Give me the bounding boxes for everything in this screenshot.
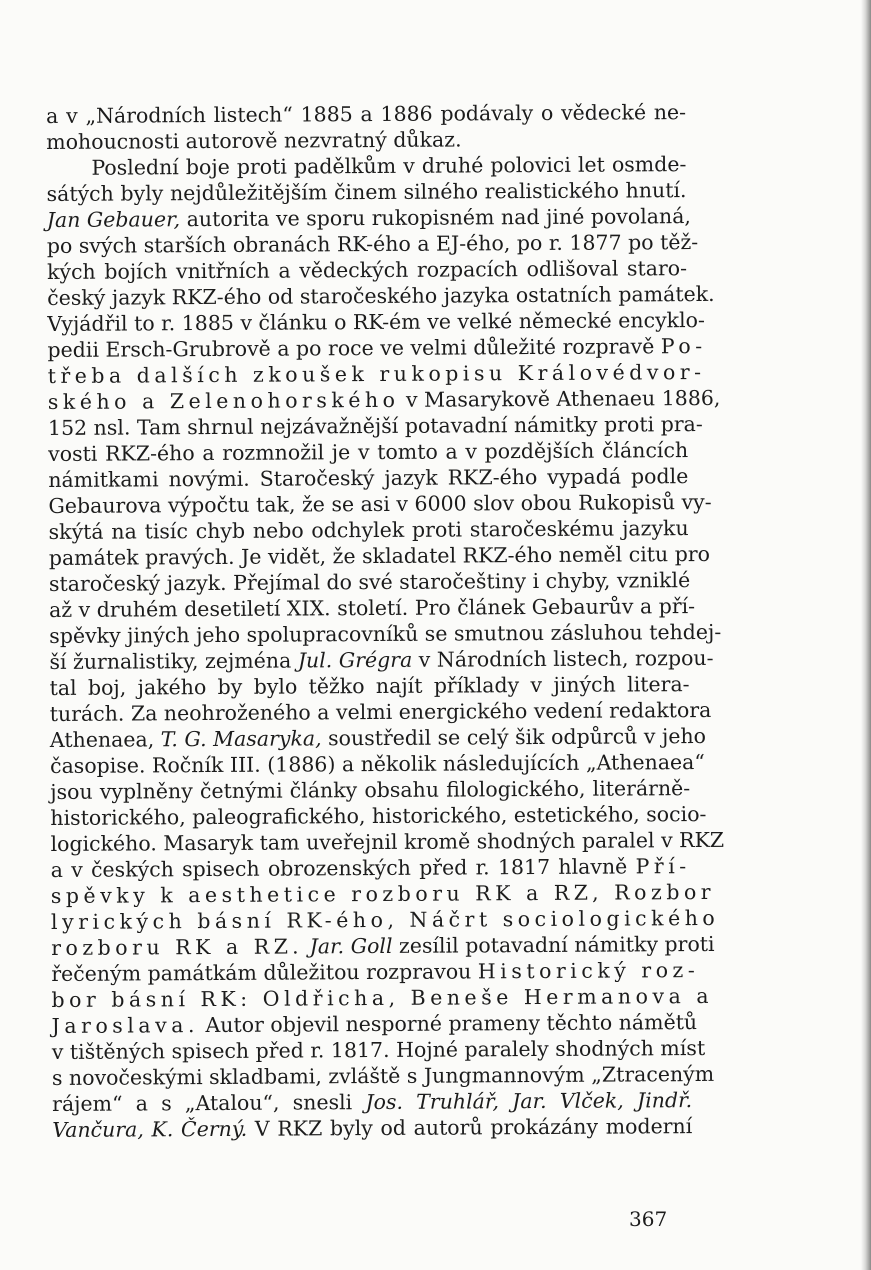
- spaced-title: Jaroslava.: [51, 1013, 200, 1038]
- text-line: [51, 931, 715, 961]
- text-line: [50, 775, 690, 805]
- text-segment: námitkami novými. Staročeský jazyk RKZ-ého vypadá podle: [48, 464, 689, 492]
- text-segment: vosti RKZ-ého a rozmnožil je v tomto a v pozdějších článcích: [48, 438, 689, 466]
- text-line: [47, 385, 721, 415]
- text-segment: až v druhém desetiletí XIX. století. Pro článek Gebaurův a pří-: [49, 594, 696, 622]
- text-line: [47, 307, 705, 337]
- text-segment: s novočeskými skladbami, zvláště s Jungmannovým „Ztraceným: [51, 1061, 715, 1090]
- text-segment: logického. Masaryk tam uveřejnil kromě shodných paralel v RKZ: [50, 827, 725, 856]
- italic-name: Vančura, K. Černý.: [52, 1116, 248, 1142]
- text-line: [46, 125, 686, 155]
- text-line: [46, 229, 699, 259]
- text-segment: řečeným památkám důležitou rozpravou: [51, 959, 478, 986]
- text-segment: časopise. Ročník III. (1886) a několik následujících „Athenaea“: [49, 749, 705, 778]
- text-line: [46, 99, 686, 129]
- text-segment: v tištěných spisech před r. 1817. Hojné paralely shodných míst: [51, 1035, 706, 1064]
- text-line: [47, 281, 715, 311]
- text-line: [47, 255, 687, 285]
- text-segment: po svých starších obranách RK-ého a EJ-ého, po r. 1877 po těž-: [46, 230, 699, 258]
- text-line: [51, 1035, 706, 1065]
- text-segment: soustředil se celý šik odpůrců v jeho: [321, 723, 707, 751]
- text-line: [47, 411, 703, 441]
- text-line: [49, 645, 714, 675]
- text-segment: v Masarykově Athenaeu 1886,: [399, 385, 721, 412]
- text-segment: zesílil potavadní námitky proti: [392, 931, 715, 958]
- text-line: [51, 853, 691, 883]
- text-line: [49, 515, 689, 545]
- italic-name: Jan Gebauer,: [46, 207, 181, 232]
- page-number: 367: [629, 1207, 668, 1231]
- text-segment: V RKZ byly od autorů prokázány moderní: [247, 1114, 693, 1141]
- text-line: [46, 177, 686, 207]
- text-line: [50, 905, 720, 935]
- text-segment: ší žurnalistiky, zejména: [49, 648, 298, 674]
- text-segment: turách. Za neohroženého a velmi energického vedení redaktora: [49, 697, 712, 726]
- spaced-title: ského a Zelenohorského: [47, 387, 400, 414]
- italic-name: Jar. Goll: [309, 933, 393, 959]
- text-line: [51, 1009, 698, 1039]
- text-segment: český jazyk RKZ-ého od staročeského jazyka ostatních památek.: [47, 281, 715, 310]
- spaced-title: třeba dalších zkoušek rukopisu Královédvor-: [47, 359, 706, 388]
- text-segment: kých bojích vnitřních a vědeckých rozpacích odlišoval staro-: [46, 256, 688, 284]
- italic-name: Jul. Grégra: [297, 647, 413, 673]
- text-segment: spěvky jiných jeho spolupracovníků se smutnou zásluhou tehdej-: [49, 619, 722, 648]
- text-line: [48, 489, 712, 519]
- text-segment: 152 nsl. Tam shrnul nejzávažnější potavadní námitky proti pra-: [47, 411, 703, 440]
- spaced-title: lyrických básní RK-ého, Náčrt sociologického: [50, 905, 720, 934]
- text-line: [50, 879, 716, 909]
- text-line: [49, 671, 689, 701]
- text-line: [46, 151, 686, 181]
- spaced-title: Historický roz-: [477, 958, 700, 984]
- spaced-title: bor básní RK: Oldřicha, Beneše Hermanova a: [51, 983, 714, 1012]
- text-line: [52, 1113, 692, 1143]
- text-segment: tal boj, jakého by bylo těžko najít příklady v jiných litera-: [49, 672, 690, 700]
- text-segment: jsou vyplněny četnými články obsahu filologického, literárně-: [50, 776, 691, 804]
- text-line: [51, 983, 714, 1013]
- text-segment: Poslední boje proti padělkům v druhé polovici let osmde-: [91, 152, 687, 180]
- text-segment: mohoucnosti autorově nezvratný důkaz.: [46, 127, 462, 154]
- text-segment: pedii Ersch-Grubrově a po roce ve velmi důležité rozpravě: [47, 334, 661, 362]
- text-segment: památek pravých. Je vidět, že skladatel RKZ-ého neměl citu pro: [48, 541, 711, 570]
- spaced-title: rozboru RK a RZ.: [51, 934, 304, 960]
- text-line: [47, 333, 707, 363]
- text-line: [48, 437, 688, 467]
- text-line: [47, 359, 706, 389]
- text-segment: v Národních listech, rozpou-: [412, 645, 714, 672]
- text-line: [49, 723, 707, 753]
- text-line: [46, 203, 691, 233]
- text-segment: historického, paleografického, historického, estetického, socio-: [50, 801, 707, 830]
- spaced-title: spěvky k aesthetice rozboru RK a RZ, Rozbor: [50, 879, 716, 908]
- text-line: [51, 957, 700, 987]
- page-edge-shadow: [861, 0, 871, 1270]
- text-line: [50, 801, 707, 831]
- text-line: [49, 697, 712, 727]
- italic-name: T. G. Masaryka,: [160, 726, 322, 752]
- text-line: [52, 1087, 692, 1117]
- text-line: [49, 593, 696, 623]
- text-segment: a v „Národních listech“ 1885 a 1886 podávaly o vědecké ne-: [46, 100, 687, 128]
- text-line: [48, 463, 688, 493]
- body-text: [46, 99, 725, 1143]
- spaced-title: Po-: [660, 333, 707, 359]
- text-segment: autorita ve sporu rukopisném nad jiné povolaná,: [180, 204, 691, 232]
- text-segment: skýtá na tisíc chyb nebo odchylek proti staročeskému jazyku: [48, 516, 689, 544]
- spaced-title: Pří-: [635, 854, 691, 879]
- text-line: [49, 567, 689, 597]
- text-segment: Athenaea,: [49, 727, 161, 752]
- italic-name: Jos. Truhlář, Jar. Vlček, Jindř.: [365, 1088, 693, 1115]
- text-segment: Vyjádřil to r. 1885 v článku o RK-ém ve velké německé encyklo-: [47, 307, 705, 336]
- text-segment: Autor objevil nesporné prameny těchto námětů: [198, 1010, 698, 1038]
- text-line: [51, 1061, 715, 1091]
- text-line: [48, 541, 711, 571]
- text-segment: staročeský jazyk. Přejímal do své staročeštiny i chyby, vzniklé: [48, 568, 691, 596]
- text-segment: Gebaurova výpočtu tak, že se asi v 6000 slov obou Rukopisů vy-: [48, 489, 712, 518]
- text-segment: rájem“ a s „Atalou“, snesli: [52, 1090, 366, 1116]
- text-segment: sátých byly nejdůležitějším činem silného realistického hnutí.: [46, 178, 687, 206]
- text-line: [50, 827, 725, 857]
- text-line: [49, 619, 722, 649]
- text-segment: a v českých spisech obrozenských před r. 1817 hlavně: [50, 854, 636, 882]
- text-line: [49, 749, 705, 779]
